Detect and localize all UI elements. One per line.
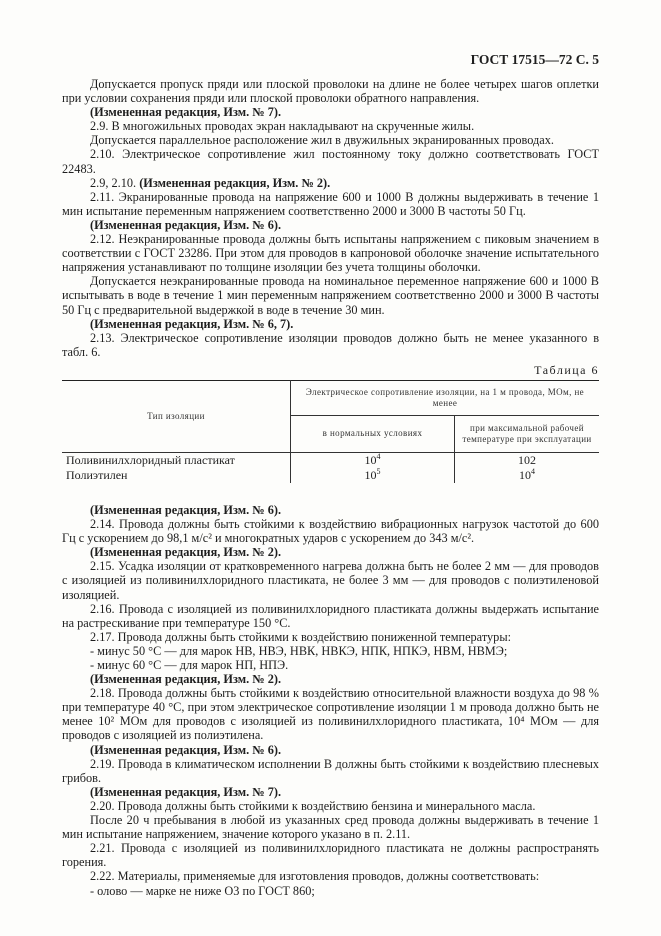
- paragraph: 2.21. Провода с изоляцией из поливинилхлоридного пластиката не должны распространять горения.: [62, 841, 599, 870]
- column-header-max-temp: при максимальной рабочей температуре при эксплуатации: [455, 415, 600, 452]
- amendment-note: (Измененная редакция, Изм. № 7).: [90, 784, 282, 799]
- value-exponent: 4: [376, 451, 381, 461]
- max-temp-value-cell: [455, 452, 600, 468]
- page-header: ГОСТ 17515—72 С. 5: [470, 52, 599, 67]
- table-body: [62, 452, 599, 483]
- paragraph: Допускается параллельное расположение жил в двужильных экранированных проводах.: [90, 133, 554, 148]
- max-temp-value-cell: [455, 468, 600, 483]
- amendment-note: (Измененная редакция, Изм. № 2).: [90, 672, 282, 687]
- paragraph: 2.17. Провода должны быть стойкими к воздействию пониженной температуры:: [90, 629, 512, 644]
- document-body: [62, 77, 599, 898]
- paragraph: 2.18. Провода должны быть стойкими к воздействию относительной влажности воздуха до 98 % при температуре 40 °С, при этом электрическое сопротивление изоляции 1 м провода должно быть не менее 10² МОм для проводов с изоляцией из поливинилхлоридного пластиката, 10⁴ МОм — для проводов с изоляцией из полиэтилена.: [62, 686, 599, 743]
- table-row: [62, 452, 599, 468]
- value-base: 10: [364, 452, 377, 467]
- amendment-label: (Измененная редакция, Изм. № 2).: [139, 175, 331, 190]
- paragraph: - олово — марке не ниже О3 по ГОСТ 860;: [90, 883, 315, 898]
- paragraph: - минус 60 °С — для марок НП, НПЭ.: [90, 658, 289, 672]
- paragraph: 2.11. Экранированные провода на напряжение 600 и 1000 В должны выдерживать в течение 1 мин испытание переменным напряжением соответственно 2000 и 3000 В частоты 50 Гц.: [62, 189, 599, 218]
- column-header-insulation-type: Тип изоляции: [62, 380, 291, 452]
- value-base: 10: [519, 467, 531, 482]
- paragraph: После 20 ч пребывания в любой из указанных сред провода должны выдерживать в течение 1 мин испытание напряжением, значение которого указано в п. 2.11.: [62, 813, 599, 842]
- value-base: 10: [364, 467, 377, 482]
- paragraph: 2.15. Усадка изоляции от кратковременного нагрева должна быть не более 2 мм — для проводов с изоляцией из поливинилхлоридного пластиката, не более 3 мм — для проводов с полиэтиленовой изоляцией.: [62, 559, 599, 602]
- table-row: [62, 468, 599, 483]
- value-exponent: 4: [531, 466, 535, 476]
- amendment-note: (Измененная редакция, Изм. № 6).: [90, 502, 282, 517]
- paragraph: 2.22. Материалы, применяемые для изготовления проводов, должны соответствовать:: [90, 869, 540, 884]
- table-caption: Таблица 6: [534, 362, 599, 377]
- paragraph: 2.13. Электрическое сопротивление изоляции проводов должно быть не менее указанного в табл. 6.: [62, 330, 599, 359]
- paragraph: 2.14. Провода должны быть стойкими к воздействию вибрационных нагрузок частотой до 600 Гц с ускорением до 98,1 м/с² и многократных ударов с ускорением до 343 м/с².: [62, 517, 599, 546]
- insulation-type-cell: Полиэтилен: [62, 468, 291, 483]
- paragraph: 2.12. Неэкранированные провода должны быть испытаны напряжением с пиковым значением в соответствии с ГОСТ 23286. При этом для проводов в капроновой оболочке значение испытательного напряжения устанавливают по толщине изоляции без учета толщины оболочки.: [62, 232, 599, 275]
- paragraph: Допускается пропуск пряди или плоской проволоки на длине не более четырех шагов оплетки при условии сохранения пряди или плоской проволоки обратного направления.: [62, 77, 599, 106]
- paragraph-group-2: [62, 503, 599, 898]
- column-header-normal: в нормальных условиях: [291, 415, 455, 452]
- paragraph: - минус 50 °С — для марок НВ, НВЭ, НВК, НВКЭ, НПК, НПКЭ, НВМ, НВМЭ;: [90, 643, 508, 658]
- amendment-note: (Измененная редакция, Изм. № 2).: [90, 545, 282, 560]
- paragraph: 2.9. В многожильных проводах экран накладывают на скрученные жилы.: [90, 119, 475, 134]
- amendment-note: (Измененная редакция, Изм. № 6, 7).: [90, 316, 294, 331]
- insulation-resistance-table: [62, 380, 599, 483]
- amendment-note: (Измененная редакция, Изм. № 6).: [90, 217, 282, 232]
- clause-numbers: 2.9, 2.10.: [90, 175, 140, 190]
- column-header-resistance: Электрическое сопротивление изоляции, на 1 м провода, МОм, не менее: [291, 380, 600, 415]
- normal-value-cell: [291, 468, 455, 483]
- paragraph: 2.20. Провода должны быть стойкими к воздействию бензина и минерального масла.: [90, 798, 536, 813]
- value-exponent: 5: [376, 466, 381, 476]
- paragraph: Допускается неэкранированные провода на номинальное переменное напряжение 600 и 1000 В испытывать в воде в течение 1 мин переменным напряжением соответственно 2000 и 3000 В частоты 50 Гц с предварительной выдержкой в воде в течение 30 мин.: [62, 274, 599, 317]
- amendment-note: [62, 176, 599, 190]
- paragraph: 2.19. Провода в климатическом исполнении В должны быть стойкими к воздействию плесневых грибов.: [62, 756, 599, 785]
- amendment-note: (Измененная редакция, Изм. № 7).: [90, 105, 282, 120]
- insulation-type-cell: Поливинилхлоридный пластикат: [62, 452, 291, 468]
- paragraph: 2.10. Электрическое сопротивление жил постоянному току должно соответствовать ГОСТ 22483.: [62, 147, 599, 176]
- paragraph: 2.16. Провода с изоляцией из поливинилхлоридного пластиката должны выдержать испытание на растрескивание при температуре 150 °С.: [62, 601, 599, 630]
- paragraph-group-1: [62, 77, 599, 359]
- value-base: 102: [518, 452, 536, 467]
- amendment-note: (Измененная редакция, Изм. № 6).: [90, 742, 282, 757]
- normal-value-cell: [291, 452, 455, 468]
